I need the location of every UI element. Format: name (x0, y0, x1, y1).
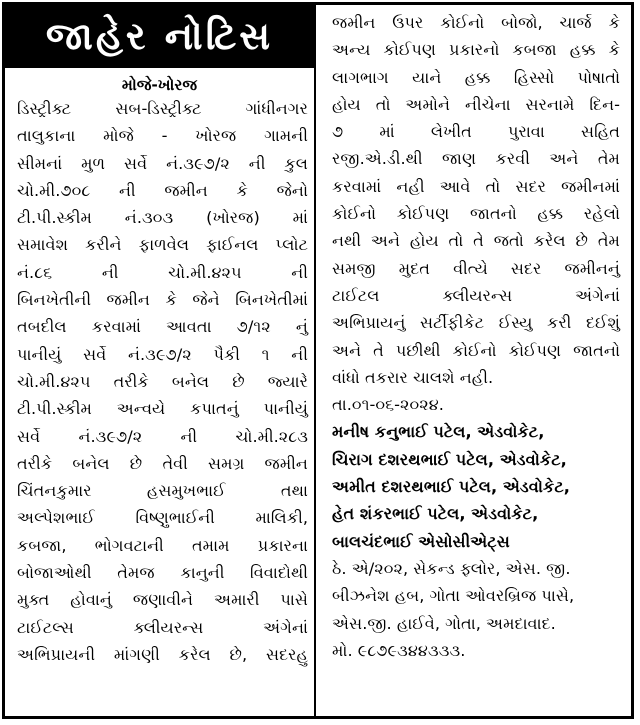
signatory: મનીષ કનુભાઈ પટેલ, એડવોકેટ, (332, 422, 545, 442)
firm-name: બાલચંદભાઈ એસોસીએટ્સ (332, 531, 510, 551)
body-line: રજી.એ.ડી.થી જાણ કરવી અને તેમ (332, 149, 620, 169)
signatories (318, 418, 630, 554)
address (318, 555, 630, 664)
body-line: હોય તો અમોને નીચેના સરનામે દિન- (332, 94, 620, 114)
right-column (318, 9, 630, 664)
body-line: અન્ય કોઈપણ પ્રકારનો કબજા હક્ક કે (332, 40, 620, 60)
public-notice (2, 2, 634, 719)
column-divider (314, 5, 316, 716)
body-line: ડિસ્ટ્રીક્ટ સબ-ડિસ્ટ્રીક્ટ ગાંધીનગર (17, 99, 308, 118)
body-line: તાલુકાના મોજે - ખોરજ ગામની (17, 126, 308, 146)
body-line: મુક્ત હોવાનું જણાવીને અમારી પાસે (17, 590, 308, 610)
body-line: ટી.પી.સ્કીમ અન્વયે કપાતનું પાનીયું (17, 399, 308, 419)
body-line: લાગભાગ યાને હક્ક હિસ્સો પોષાતો (332, 67, 620, 87)
body-line: ટાઈટલ્સ ક્લીયરન્સ અંગેનાં (17, 617, 308, 637)
notice-title: જાહેર નોટિસ (5, 5, 314, 68)
body-line: કરવામાં નહી આવે તો સદર જમીનમાં (332, 176, 620, 196)
body-line: ચિંતનકુમાર હસમુખભાઈ તથા (17, 481, 308, 501)
body-line: સમજી મુદત વીત્યે સદર જમીનનું (332, 258, 620, 278)
body-line: અભિપ્રાયની માંગણી કરેલ છે, સદરહુ (17, 644, 308, 664)
body-line: નં.૮૬ ની ચો.મી.૪૨૫ ની (17, 262, 308, 282)
body-line: પાનીયું સર્વે નં.૩૯૭/૨ પૈકી ૧ ની (17, 344, 308, 364)
body-line: બિનખેતીની જમીન કે જેને બિનખેતીમાં (17, 290, 308, 310)
signatory: હેત શંકરભાઈ પટેલ, એડવોકેટ, (332, 504, 539, 524)
body-line: નથી અને હોય તો તે જતો કરેલ છે તેમ (332, 231, 620, 251)
body-line: તબદીલ કરવામાં આવતા ૭/૧૨ નું (17, 317, 308, 337)
body-line: બોજાઓથી તેમજ કાનુની વિવાદોથી (17, 563, 308, 583)
body-line: સર્વે નં.૩૯૭/૨ ની ચો.મી.૨૮૩ (17, 426, 308, 446)
signatory: અમીત દશરથભાઈ પટેલ, એડવોકેટ, (332, 477, 570, 497)
left-body (5, 95, 314, 668)
address-line: ઠે. એ/૨૦૨, સેકન્ડ ફ્લોર, એસ. જી. (332, 558, 571, 578)
address-line: બીઝનેશ હબ, ગોતા ઓવરબ્રિજ પાસે, (332, 586, 575, 606)
notice-subtitle: મોજે-ખોરજ (121, 76, 198, 94)
left-column (5, 5, 314, 668)
body-line: અભિપ્રાયનું સર્ટીફીકેટ ઈસ્યુ કરી દઈશું (332, 313, 620, 333)
body-line: કોઈનો કોઈપણ જાતનો હક્ક રહેલો (332, 204, 620, 224)
signatory: ચિરાગ દશરથભાઈ પટેલ, એડવોકેટ, (332, 449, 567, 469)
body-line: સમાવેશ કરીને ફાળવેલ ફાઈનલ પ્લોટ (17, 235, 308, 255)
body-line: ટી.પી.સ્કીમ નં.૩૦૩ (ખોરજ) માં (17, 208, 308, 228)
body-line: વાંધો તકરાર ચાલશે નહી. (332, 367, 494, 387)
body-line: ટાઈટલ ક્લીયરન્સ અંગેનાં (332, 285, 620, 305)
notice-date: તા.૦૧-૦૬-૨૦૨૪. (332, 395, 444, 415)
body-line: જમીન ઉપર કોઈનો બોજો, ચાર્જ કે (332, 13, 620, 32)
body-line: સીમનાં મુળ સર્વે નં.૩૯૭/૨ ની કુલ (17, 153, 308, 173)
body-line: ૭ માં લેખીત પુરાવા સહિત (332, 122, 620, 142)
address-line: એસ.જી. હાઈવે, ગોતા, અમદાવાદ. (332, 613, 556, 633)
body-line: ચો.મી.૭૦૮ ની જમીન કે જેનો (17, 180, 308, 200)
phone-number: મો. ૯૮૭૯૩૪૪૩૩૩. (332, 640, 466, 660)
body-line: કબજા, ભોગવટાની તમામ પ્રકારના (17, 535, 308, 555)
body-line: અલ્પેશભાઈ વિષ્ણુભાઈની માલિકી, (17, 508, 308, 528)
body-line: અને તે પછીથી કોઈનો કોઈપણ જાતનો (332, 340, 620, 360)
right-body (318, 9, 630, 391)
body-line: તરીકે બનેલ છે તેવી સમગ્ર જમીન (17, 453, 308, 473)
body-line: ચો.મી.૪૨૫ તરીકે બનેલ છે જ્યારે (17, 371, 308, 391)
